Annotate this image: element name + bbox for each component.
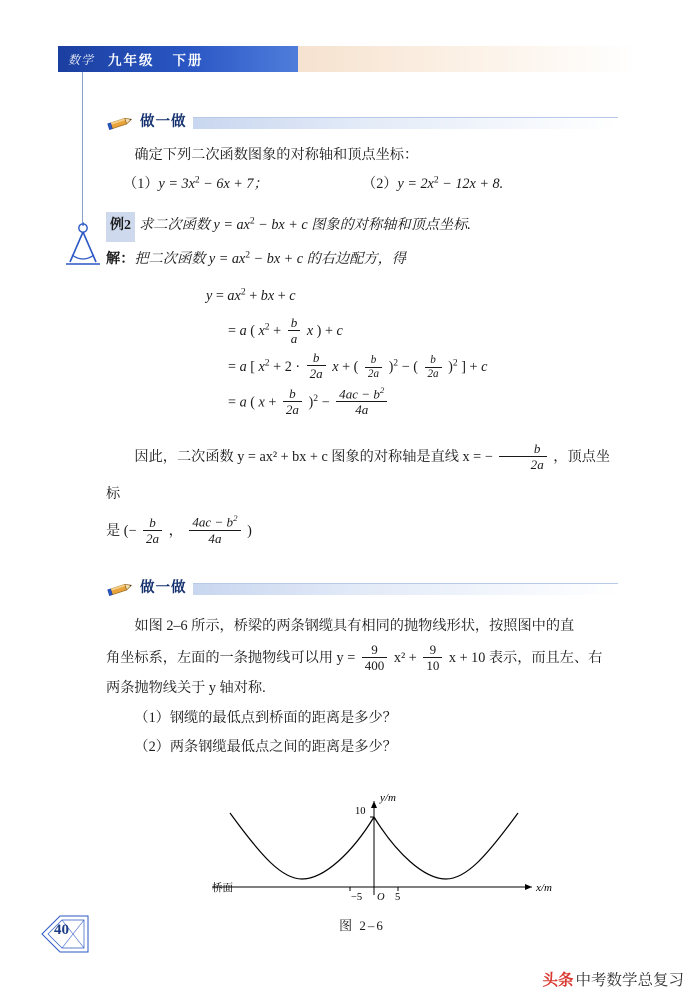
example-text: [139, 212, 471, 239]
task1-item2-exp: 2: [433, 174, 439, 186]
task1-item1-eq-b: − 6x + 7；: [199, 175, 268, 192]
bridge-line2-a: 角坐标系，左面的一条抛物线可以用 y =: [106, 649, 359, 666]
svg-text:5: 5: [395, 892, 401, 904]
derivation-line-2: = a ( $x^2$ + $\frac{b}{a}$ x ) + c: [228, 314, 343, 346]
bridge-question-2: （2）两条钢缆最低点之间的距离是多少？: [134, 739, 397, 756]
conclusion-text-4: ，: [168, 522, 183, 539]
derivation-line-4: = a ( x + $\frac{b}{2a}$ )$^2$ − $\frac{4ac - b^2}{4a}$: [228, 385, 618, 421]
solution-text-exp: 2: [245, 248, 251, 260]
frac-b-over-2a-1: $\frac{b}{2a}$: [307, 350, 326, 381]
bridge-frac-9-400: [362, 642, 388, 673]
conclusion-text-1: 因此，二次函数 y = ax² + bx + c 图象的对称轴是直线 x = −: [134, 449, 493, 466]
solution-text-b: − bx + c 的右边配方，得: [250, 250, 406, 267]
task1-item1-num: （1）: [123, 175, 159, 192]
conclusion-text-5: ): [247, 522, 252, 539]
svg-text:y/m: y/m: [380, 792, 396, 805]
bridge-line2-c: x + 10 表示，而且左、右: [448, 649, 603, 666]
conclusion-frac-b-2a: $\frac{b}{2a}$: [499, 441, 546, 472]
activity-banner-1: [106, 110, 618, 136]
header-title-block: [58, 46, 298, 72]
derivation-line-3: = a [ $x^2 + 2$ · $\frac{b}{2a}$ x + ( $\frac{b}{2a}$ )$^2$ − ( $\frac{b}{2a}$ )$^2$ ] + c: [228, 350, 488, 382]
compass-icon: [58, 222, 108, 268]
svg-text:桥面: 桥面: [212, 883, 233, 895]
header-gradient-bar: [298, 46, 638, 72]
svg-text:−5: −5: [351, 892, 363, 904]
page-number: 40: [54, 922, 69, 938]
page-header: [58, 46, 638, 72]
conclusion-text-2: ，顶点坐标: [106, 449, 611, 503]
task1-item1-exp: 2: [194, 174, 200, 186]
conclusion-text-3: 是 (: [106, 522, 129, 539]
svg-text:x/m: x/m: [536, 882, 552, 895]
example-text-a: 求二次函数 y = ax: [139, 216, 250, 233]
example-heading: [106, 212, 618, 242]
svg-text:10: 10: [355, 806, 366, 818]
activity-label-1: 做一做: [140, 114, 187, 131]
header-subject: 数学: [68, 52, 95, 67]
task1-item-1: [106, 171, 362, 198]
bridge-frac2-den: 10: [426, 657, 440, 673]
task1-item1-eq-a: y = 3x: [158, 175, 195, 192]
task1-item2-eq-b: − 12x + 8.: [438, 175, 504, 192]
header-grade: 九年级: [108, 53, 155, 68]
header-term: 下册: [172, 53, 204, 68]
task1-item2-eq-a: y = 2x: [397, 175, 434, 192]
page-content: [106, 104, 618, 932]
example-text-exp: 2: [249, 215, 255, 227]
bridge-line-1: 如图 2–6 所示，桥梁的两条钢缆具有相同的抛物线形状，按照图中的直: [134, 617, 575, 634]
bridge-frac2-num: 9: [423, 642, 442, 658]
derivation-block: [206, 279, 618, 422]
solution-label: 解：: [106, 250, 135, 267]
derivation-line-1: $y = ax^2$ + bx + c: [206, 285, 296, 304]
bridge-line-2: [106, 642, 618, 674]
bridge-frac1-den: 400: [364, 657, 385, 673]
pencil-icon: [106, 113, 134, 133]
example-tag: 例2: [106, 212, 135, 242]
conclusion-line-2: 是 (− $\frac{b}{2a}$ ， $\frac{4ac - b^2}{4a}$ ): [106, 513, 252, 546]
task1-item-2: [362, 171, 618, 198]
svg-text:O: O: [377, 892, 385, 904]
left-vertical-rule: [82, 72, 83, 222]
figure-2-6: [106, 787, 618, 932]
solution-text-a: 把二次函数 y = ax: [134, 250, 246, 267]
task1-prompt: 确定下列二次函数图象的对称轴和顶点坐标：: [134, 147, 419, 163]
activity-gradient-bar-2: [193, 583, 619, 595]
watermark: [542, 968, 684, 990]
frac-b-over-2a-3: $\frac{b}{2a}$: [425, 354, 442, 381]
pencil-icon: [106, 579, 134, 599]
bridge-problem: [106, 612, 618, 763]
solution-line: [106, 246, 618, 273]
frac-b-over-2a-4: $\frac{b}{2a}$: [283, 386, 302, 417]
bridge-line-3: 两条抛物线关于 y 轴对称.: [106, 679, 266, 696]
activity-gradient-bar-1: [193, 117, 619, 129]
example-text-b: − bx + c 图象的对称轴和顶点坐标.: [254, 216, 471, 233]
vertex-frac-4ac-b2-4a: $\frac{4ac - b^2}{4a}$: [189, 513, 240, 545]
page-number-decoration: [38, 910, 98, 958]
frac-b-over-2a-2: $\frac{b}{2a}$: [365, 354, 382, 381]
frac-4ac-b2-over-4a: $\frac{4ac - b^2}{4a}$: [336, 385, 387, 417]
bridge-frac1-num: 9: [362, 642, 388, 658]
bridge-frac-9-10: [423, 642, 442, 673]
activity-banner-2: [106, 576, 618, 602]
figure-caption: 图 2–6: [339, 918, 385, 934]
watermark-prefix: 头条: [542, 972, 574, 989]
conclusion-line-1: [106, 439, 618, 513]
task1-item2-num: （2）: [362, 175, 398, 192]
activity-label-2: 做一做: [140, 580, 187, 597]
watermark-text: 中考数学总复习: [575, 972, 684, 989]
task1-items: [106, 171, 618, 198]
bridge-line2-b: x² +: [393, 649, 421, 666]
bridge-question-1: （1）钢缆的最低点到桥面的距离是多少？: [134, 709, 397, 726]
vertex-frac-b-2a: $\frac{b}{2a}$: [143, 515, 162, 546]
frac-b-over-a: $\frac{b}{a}$: [288, 315, 301, 346]
